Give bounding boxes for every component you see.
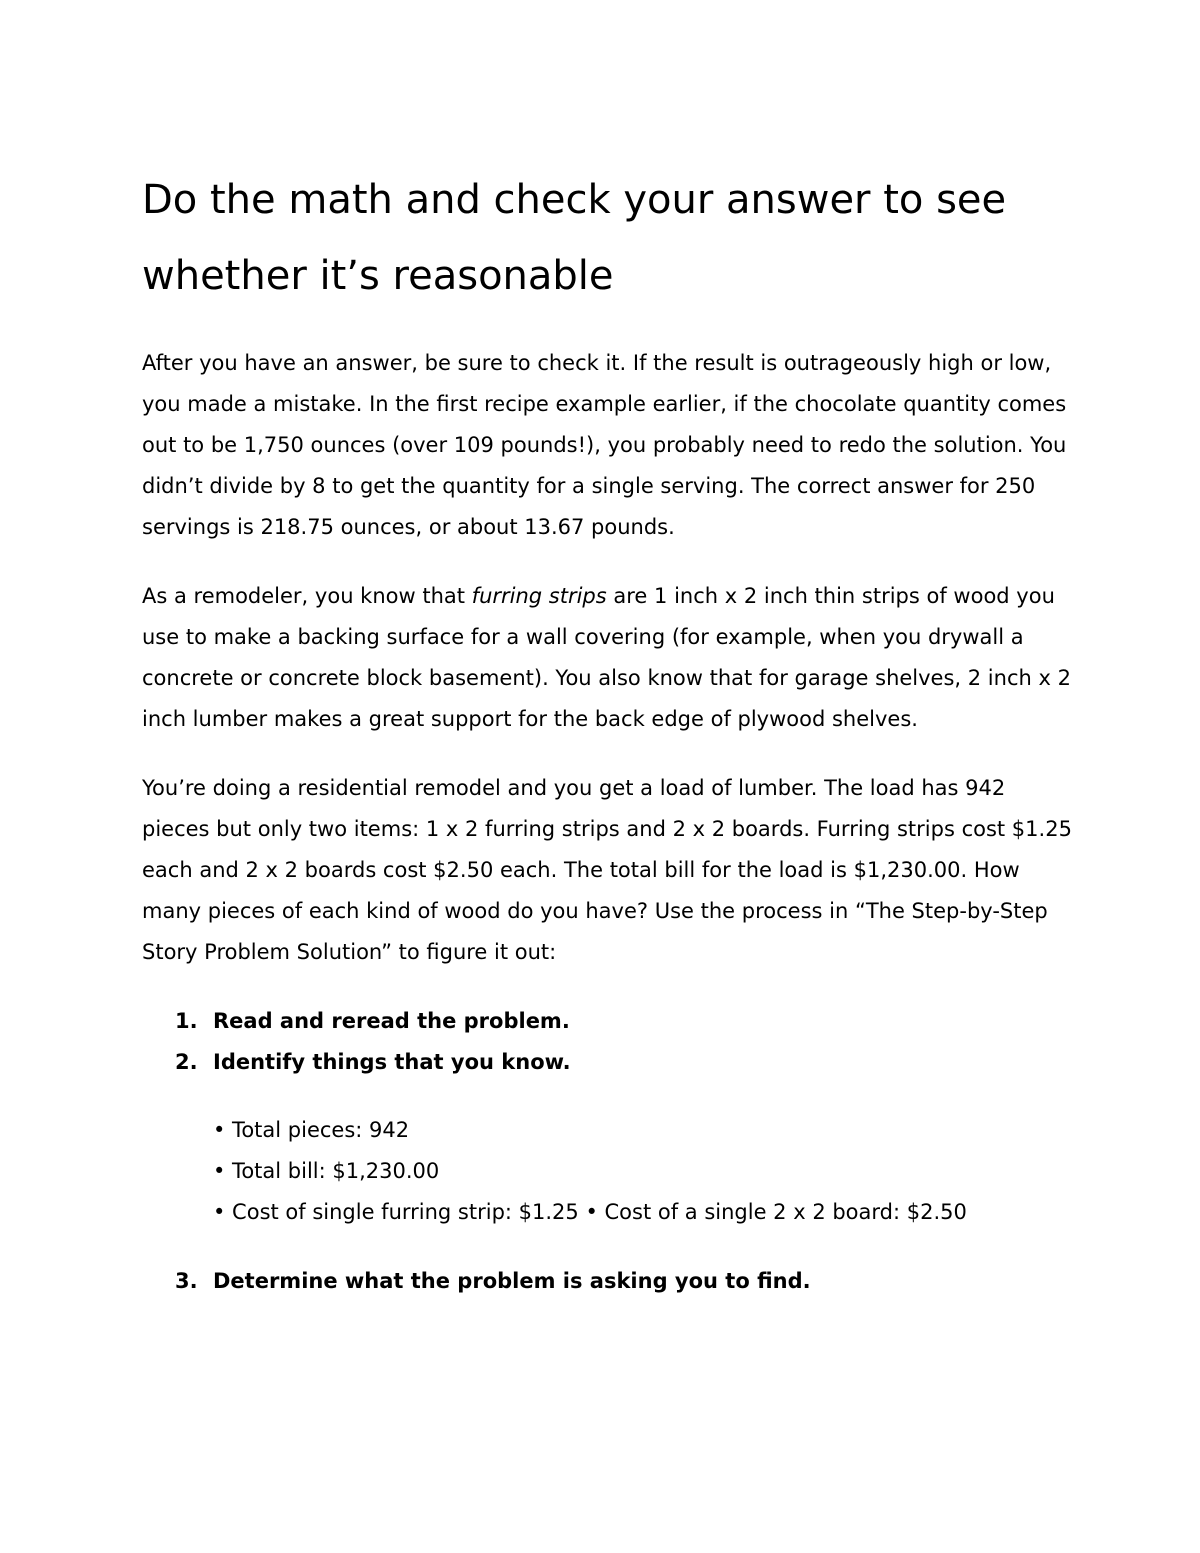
step-number: 3. bbox=[175, 1269, 198, 1293]
step-text: Determine what the problem is asking you to find. bbox=[213, 1269, 811, 1293]
step-text: Read and reread the problem. bbox=[213, 1009, 570, 1033]
step-number: 1. bbox=[175, 1009, 198, 1033]
step-text: Identify things that you know. bbox=[213, 1050, 571, 1074]
term-furring-strips: furring strips bbox=[471, 584, 607, 608]
steps-list-continued bbox=[142, 1261, 1072, 1302]
steps-list bbox=[142, 1001, 1072, 1083]
step-item bbox=[142, 1261, 1072, 1302]
paragraph-text: As a remodeler, you know that bbox=[142, 584, 472, 608]
list-item: • Total bill: $1,230.00 bbox=[213, 1159, 440, 1183]
step-item bbox=[142, 1042, 1072, 1083]
document-page bbox=[142, 162, 1072, 1302]
paragraph-furring-strips bbox=[142, 576, 1072, 740]
paragraph-check-answer: After you have an answer, be sure to check it. If the result is outrageously high or low, you made a mistake. In the first recipe example earlier, if the chocolate quantity comes out to be 1,750 ounces (over 109 pounds!), you probably need to redo the solution. You didn’t divide by 8 to get the quantity for a single serving. The correct answer for 250 servings is 218.75 ounces, or about 13.67 pounds. bbox=[142, 351, 1067, 539]
page-title: Do the math and check your answer to see whether it’s reasonable bbox=[142, 177, 1007, 299]
known-items-list bbox=[142, 1110, 1072, 1233]
step-number: 2. bbox=[175, 1050, 198, 1074]
paragraph-text: are 1 inch x 2 inch thin strips of wood you use to make a backing surface for a wall covering (for example, when you drywall a concrete or concrete block basement). You also know that for garage shelves, 2 inch x 2 inch lumber makes a great support for the back edge of plywood shelves. bbox=[142, 584, 1071, 731]
step-item bbox=[142, 1001, 1072, 1042]
list-item: • Total pieces: 942 bbox=[213, 1118, 410, 1142]
paragraph-lumber-problem: You’re doing a residential remodel and you get a load of lumber. The load has 942 pieces but only two items: 1 x 2 furring strips and 2 x 2 boards. Furring strips cost $1.25 each and 2 x 2 boards cost $2.50 each. The total bill for the load is $1,230.00. How many pieces of each kind of wood do you have? Use the process in “The Step-by-Step Story Problem Solution” to figure it out: bbox=[142, 776, 1072, 964]
list-item: • Cost of single furring strip: $1.25 • Cost of a single 2 x 2 board: $2.50 bbox=[213, 1200, 967, 1224]
